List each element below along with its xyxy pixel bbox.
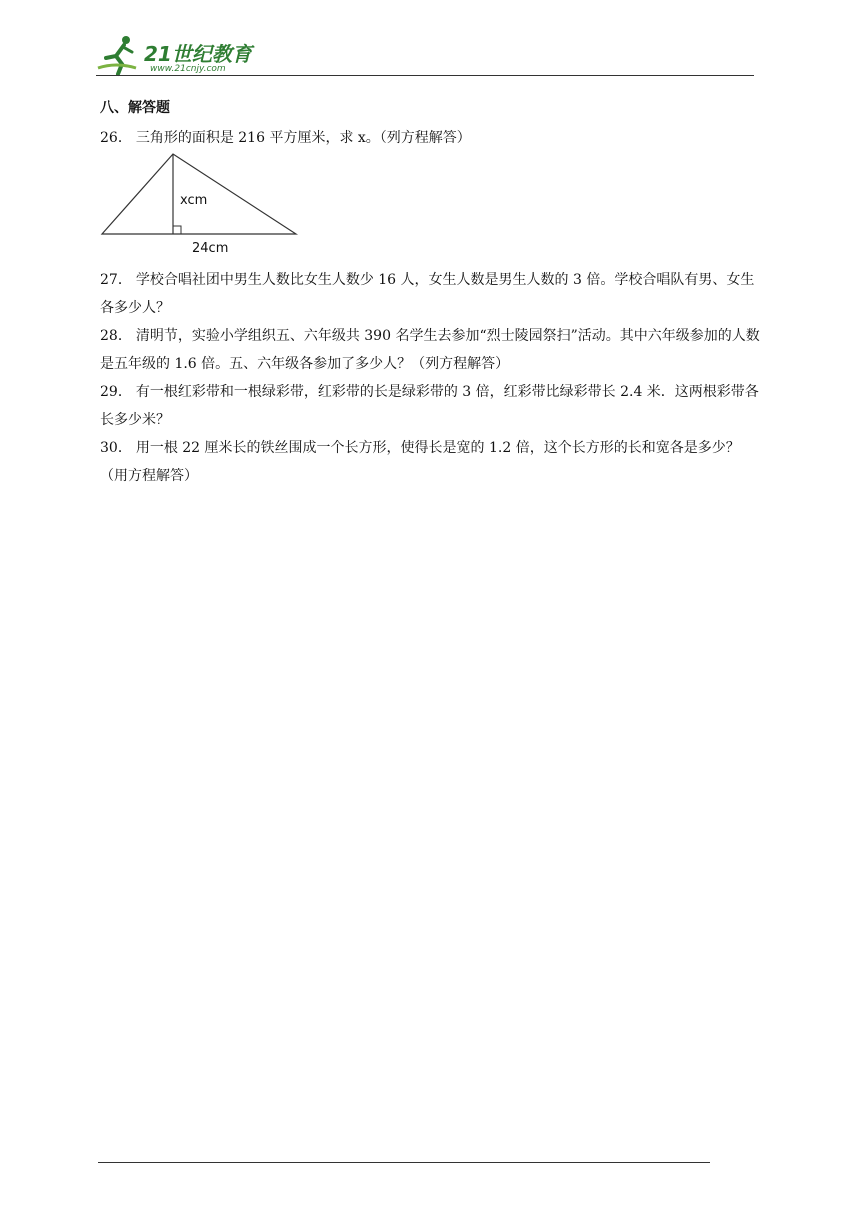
triangle-figure (100, 152, 300, 258)
base-label: 24cm (192, 241, 229, 256)
logo-url: www.21cnjy.com (150, 64, 226, 74)
question-number: 28． (100, 328, 132, 344)
question-text: 学校合唱社团中男生人数比女生人数少 16 人，女生人数是男生人数的 3 倍。学校合唱队有男、女生各多少人？ (100, 272, 755, 316)
header-divider (96, 75, 754, 76)
question-29 (100, 378, 762, 434)
question-text: 有一根红彩带和一根绿彩带，红彩带的长是绿彩带的 3 倍，红彩带比绿彩带长 2.4 米．这两根彩带各长多少米？ (100, 384, 759, 428)
logo-text: 21世纪教育 (144, 42, 252, 66)
section-title: 八、解答题 (100, 100, 170, 116)
question-text: 清明节，实验小学组织五、六年级共 390 名学生去参加“烈士陵园祭扫”活动。其中六年级参加的人数是五年级的 1.6 倍。五、六年级各参加了多少人？（列方程解答） (100, 328, 760, 372)
question-text: 三角形的面积是 216 平方厘米，求 x。（列方程解答） (135, 130, 471, 146)
question-27 (100, 266, 762, 322)
question-number: 30． (100, 440, 132, 456)
document-body (100, 98, 762, 490)
question-number: 26． (100, 130, 132, 146)
question-number: 29． (100, 384, 132, 400)
question-text: 用一根 22 厘米长的铁丝围成一个长方形，使得长是宽的 1.2 倍，这个长方形的长和宽各是多少？（用方程解答） (100, 440, 740, 484)
question-26 (100, 124, 762, 152)
question-28 (100, 322, 762, 378)
question-number: 27． (100, 272, 132, 288)
page-header (96, 32, 754, 78)
logo (96, 32, 266, 78)
question-30 (100, 434, 762, 490)
height-label: xcm (180, 193, 208, 208)
runner-logo-icon (96, 32, 144, 78)
footer-divider (98, 1162, 710, 1163)
